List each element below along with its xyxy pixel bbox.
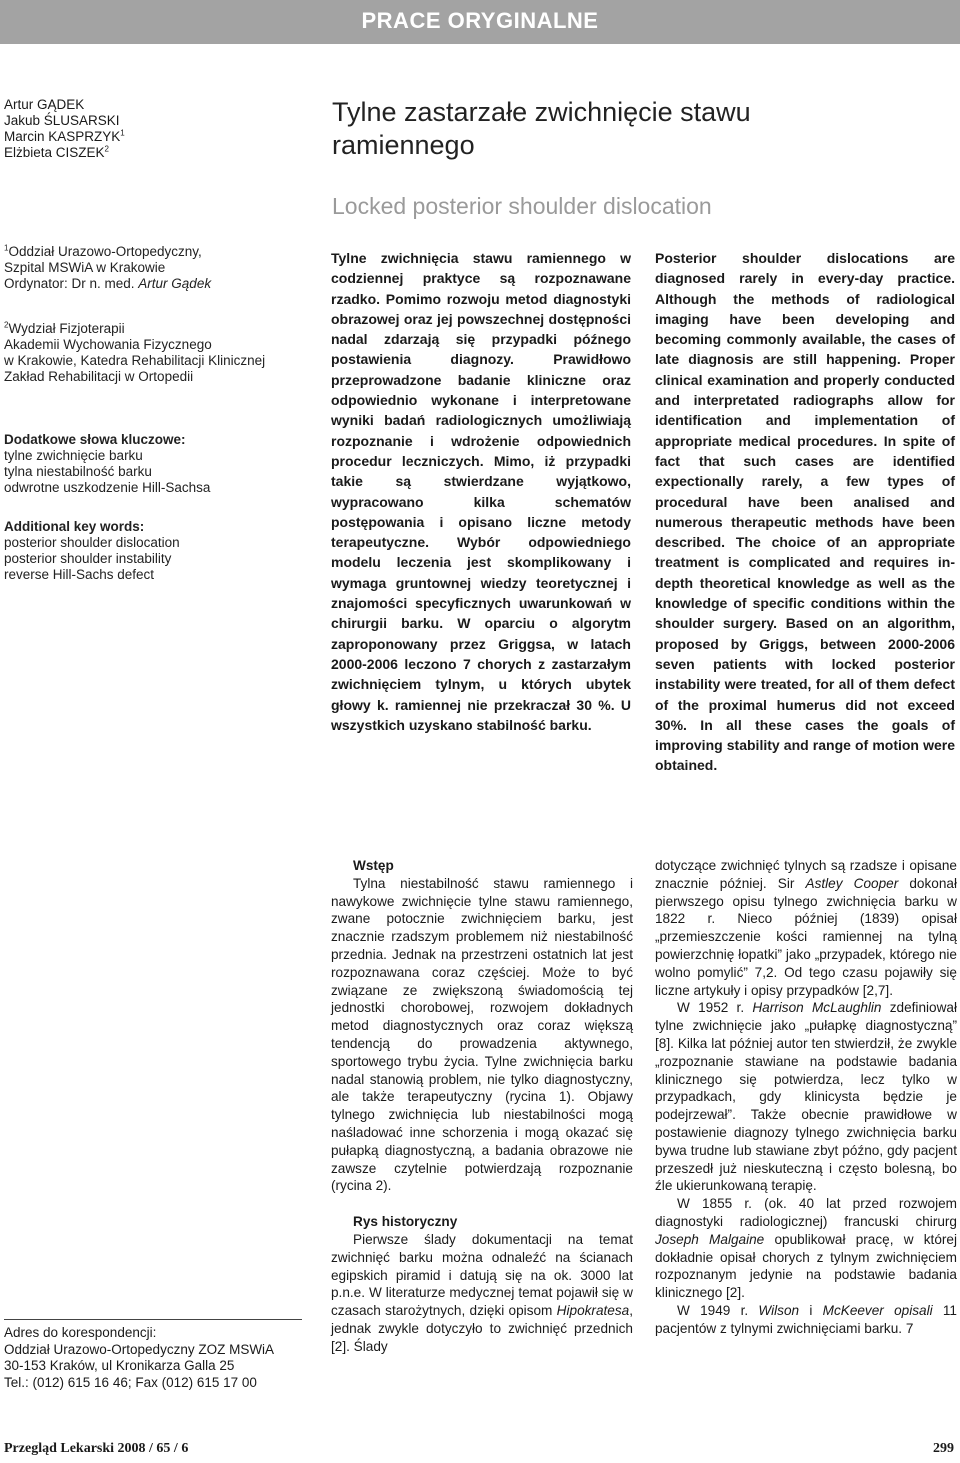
keywords-english: [4, 519, 314, 583]
article-title-polish: Tylne zastarzałe zwichnięcie stawu ramiennego: [332, 97, 751, 160]
author-list: [4, 97, 125, 161]
keywords-polish: [4, 432, 314, 496]
affiliation-2: $^2$Wydział Fizjoterapii Akademii Wychowania Fizycznego w Krakowie, Katedra Rehabilitacji Klinicznej Zakład Rehabilitacji w Ortopedii: [4, 320, 266, 384]
keywords-heading: Dodatkowe słowa kluczowe:: [4, 432, 186, 447]
body-paragraph: Tylna niestabilność stawu ramiennego i nawykowe zwichnięcie tylne stawu ramiennego, zwane potocznie zwichnięciem barku, jest znacznie rzadszym problemem niż niestabilność przednia. Jednak na przestrzeni ostatnich lat jest rozpoznawana coraz częściej. Może to być związane ze zwiększoną świadomością tej jednostki chorobowej, rozwojem dokładnych metod diagnostycznych oraz coraz większą tendencją do prowadzenia aktywnego, sportowego trybu życia. Tylne zwichnięcia barku nadal stanowią problem, nie tylko diagnostyczny, ale także terapeutyczny (rycina 1). Objawy tylnego zwichnięcia lub niestabilności mogą naśladować inne schorzenia i mogą okazać się pułapką diagnostyczną, a badania obrazowe nie zawsze czytelnie potwierdzają rozpoznanie (rycina 2).: [331, 875, 633, 1194]
author-name: Elżbieta CISZEK$^2$: [4, 144, 109, 160]
author-affiliation-marker: 2: [104, 144, 109, 154]
article-title-english: Locked posterior shoulder dislocation: [332, 193, 712, 219]
keyword-item: tylne zwichnięcie barku: [4, 448, 143, 463]
keyword-item: odwrotne uszkodzenie Hill-Sachsa: [4, 480, 211, 495]
abstract-polish: Tylne zwichnięcia stawu ramiennego w codziennej praktyce są rozpoznawane rzadko. Pomimo rozwoju metod diagnostyki obrazowej oraz jej powszechnej dostępności nadal zdarzają się przypadki późnego postawienia diagnozy. Prawidłowo przeprowadzone badanie kliniczne oraz odpowiednio wykonane i interpretowane wyniki badań radiologicznych umożliwiają rozpoznanie i wdrożenie odpowiednich procedur leczniczych. Mimo, iż przypadki takie są stwierdzane wyjątkowo, wypracowano kilka schematów postępowania i opisano liczne metody terapeutyczne. Wybór odpowiedniego modelu leczenia jest skomplikowany i wymaga gruntownej wiedzy teoretycznej i znajomości specyficznych uwarunkowań w chirurgii barku. W oparciu o algorytm zaproponowany przez Griggsa, w latach 2000-2006 leczono 7 chorych z zastarzałym zwichnięciem tylnym, u których ubytek głowy k. ramiennej nie przekraczał 30 %. U wszystkich uzyskano stabilność barku.: [331, 250, 631, 733]
section-heading-history: Rys historyczny: [353, 1214, 458, 1230]
keyword-item: reverse Hill-Sachs defect: [4, 567, 155, 582]
correspondence-heading: Adres do korespondencji:: [4, 1325, 157, 1340]
keyword-item: tylna niestabilność barku: [4, 464, 152, 479]
body-paragraph: Pierwsze ślady dokumentacji na temat zwichnięć barku można odnaleźć na ścianach egipskich piramid i datują się na ok. 3000 lat p.n.e. W literaturze medycznej temat pojawił się w czasach starożytnych, dzięki opisom Hipokratesa, jednak zwykle dotyczyło to zwichnięć przednich [2]. Ślady: [331, 1231, 633, 1354]
author-name: Jakub ŚLUSARSKI: [4, 113, 120, 128]
page-number: 299: [933, 1441, 954, 1456]
keyword-item: posterior shoulder dislocation: [4, 535, 180, 550]
correspondence-address: Adres do korespondencji: Oddział Urazowo-Ortopedyczny ZOZ MSWiA 30-153 Kraków, ul Kronikarza Galla 25 Tel.: (012) 615 16 46; Fax (012) 615 17 00: [4, 1325, 275, 1390]
section-banner: [0, 0, 960, 44]
correspondence-divider: [4, 1319, 302, 1320]
author-name: Marcin KASPRZYK$^1$: [4, 128, 125, 144]
body-column-middle: [331, 857, 633, 1356]
abstract-english: Posterior shoulder dislocations are diagnosed rarely in every-day practice. Although the methods of radiological imaging have been developing and becoming commonly available, the cases of late diagnosis are still happening. Proper clinical examination and properly conducted and interpretated radiographs allow for identification and implementation of appropriate medical procedures. In spite of fact that such cases are identified expectionally rarely, a few types of procedural have been analised and numerous therapeutic methods have been described. The choice of an appropriate treatment is complicated and requires in-depth theoretical knowledge as well as the knowledge of specific conditions within the shoulder surgery. Based on an algorithm, proposed by Griggs, between 2000-2006 seven patients with locked posterior instability were treated, for all of them defect of the proximal humerus did not exceed 30%. In all these cases the goals of improving stability and range of motion were obtained.: [655, 250, 955, 774]
body-paragraph: W 1949 r. Wilson i McKeever opisali 11 pacjentów z tylnymi zwichnięciami barku. 7: [655, 1302, 957, 1336]
keyword-item: posterior shoulder instability: [4, 551, 172, 566]
body-paragraph: W 1855 r. (ok. 40 lat przed rozwojem diagnostyki radiologicznej) francuski chirurg Joseph Malgaine opublikował pracę, w której dokładnie opisał chorych z tylnym zwichnięciem rozpoznanym jedynie na podstawie badania klinicznego [2].: [655, 1196, 958, 1301]
section-label: PRACE ORYGINALNE: [361, 8, 599, 33]
keywords-heading: Additional key words:: [4, 519, 145, 534]
author-name: Artur GĄDEK: [4, 97, 85, 112]
author-affiliation-marker: 1: [120, 128, 125, 138]
body-paragraph: dotyczące zwichnięć tylnych są rzadsze i opisane znacznie później. Sir Astley Cooper dokonał pierwszego opisu tylnego zwichnięcia barku w 1822 r. Nieco później (1839) opisał „przemieszczenie kości ramiennej na tylną powierzchnię łopatki” jako „przypadek, którego nie wolno pomylić” 7,2. Od tego czasu pojawiły się liczne artykuły i opisy przypadków [2,7].: [655, 858, 957, 998]
body-paragraph: W 1952 r. Harrison McLaughlin zdefiniował tylne zwichnięcie jako „pułapkę diagnostyczną” [8]. Kilka lat później autor ten stwierdził, że zwykle „rozpoznanie stawiane na podstawie badania klinicznego się potwierdza, lecz tylko w przypadkach, gdy klinicysta będzie je podejrzewał”. Także obecnie prawidłowe w postawienie diagnozy tylnego zwichnięcia barku bywa trudne lub stawiane zbyt późno, gdy pacjent przeszedł już nieskuteczną i często bolesną, bo źle ukierunkowaną terapię.: [655, 1000, 957, 1194]
journal-footer: Przegląd Lekarski 2008 / 65 / 6: [4, 1441, 189, 1456]
section-heading-intro: Wstęp: [353, 858, 394, 873]
affiliation-1: $^1$Oddział Urazowo-Ortopedyczny, Szpital MSWiA w Krakowie Ordynator: Dr n. med. Artur Gądek: [4, 243, 212, 291]
body-column-right: [655, 857, 957, 1338]
